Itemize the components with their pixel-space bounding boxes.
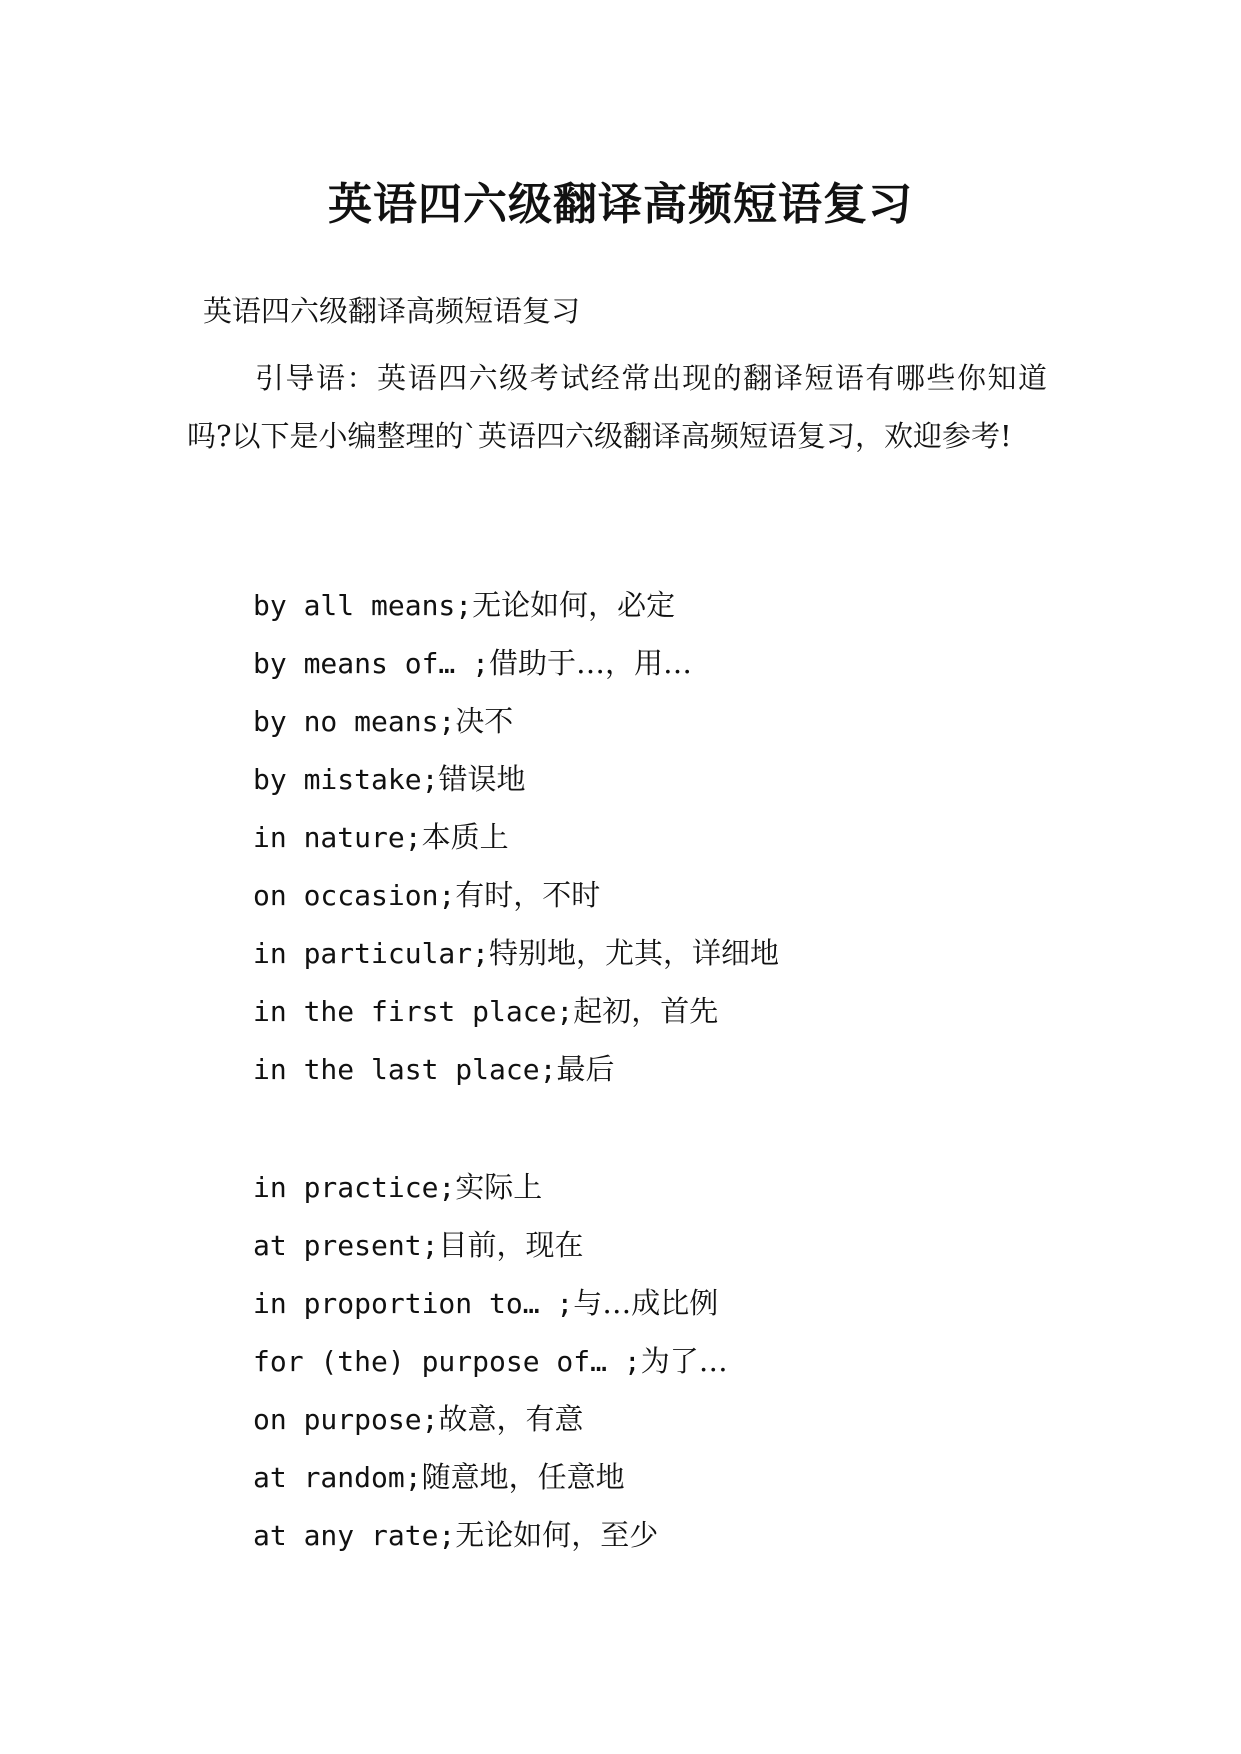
phrase-item	[253, 1332, 728, 1390]
phrase-english: in particular;	[253, 937, 490, 970]
phrase-english: in proportion to… ;	[253, 1287, 574, 1320]
phrase-chinese: 起初，首先	[573, 994, 719, 1028]
phrase-chinese: 目前，现在	[438, 1228, 584, 1262]
phrase-item	[253, 634, 779, 692]
phrase-chinese: 借助于…，用…	[489, 646, 693, 680]
phrase-item	[253, 1216, 728, 1274]
phrase-chinese: 错误地	[438, 762, 526, 796]
phrase-english: for (the) purpose of… ;	[253, 1345, 641, 1378]
intro-paragraph: 引导语：英语四六级考试经常出现的翻译短语有哪些你知道吗?以下是小编整理的`英语四六级翻译高频短语复习，欢迎参考!	[187, 361, 1047, 453]
phrase-chinese: 无论如何，至少	[455, 1518, 659, 1552]
phrase-english: in nature;	[253, 821, 422, 854]
phrase-english: at any rate;	[253, 1519, 456, 1552]
phrase-chinese: 与…成比例	[573, 1286, 719, 1320]
phrase-item	[253, 1274, 728, 1332]
phrase-chinese: 本质上	[421, 820, 509, 854]
phrase-chinese: 为了…	[640, 1344, 728, 1378]
phrase-chinese: 无论如何，必定	[472, 588, 676, 622]
phrase-item	[253, 576, 779, 634]
phrase-item	[253, 866, 779, 924]
phrase-chinese: 实际上	[455, 1170, 543, 1204]
phrase-chinese: 有时，不时	[455, 878, 601, 912]
phrase-english: on occasion;	[253, 879, 456, 912]
phrase-chinese: 决不	[455, 704, 514, 738]
phrase-item	[253, 1040, 779, 1098]
phrase-english: by mistake;	[253, 763, 439, 796]
phrase-item	[253, 1506, 728, 1564]
phrase-english: in the first place;	[253, 995, 574, 1028]
phrase-english: at present;	[253, 1229, 439, 1262]
phrase-item	[253, 1448, 728, 1506]
phrase-english: on purpose;	[253, 1403, 439, 1436]
document-subtitle: 英语四六级翻译高频短语复习	[203, 294, 581, 328]
phrase-english: by all means;	[253, 589, 473, 622]
phrase-item	[253, 1390, 728, 1448]
phrase-list	[253, 1158, 728, 1564]
phrase-item	[253, 1158, 728, 1216]
phrase-item	[253, 808, 779, 866]
phrase-item	[253, 750, 779, 808]
phrase-chinese: 随意地，任意地	[421, 1460, 625, 1494]
phrase-item	[253, 924, 779, 982]
phrase-item	[253, 692, 779, 750]
phrase-chinese: 最后	[556, 1052, 615, 1086]
document-title: 英语四六级翻译高频短语复习	[328, 179, 913, 231]
phrase-chinese: 特别地，尤其，详细地	[489, 936, 780, 970]
phrase-english: at random;	[253, 1461, 422, 1494]
phrase-english: by no means;	[253, 705, 456, 738]
phrase-item	[253, 982, 779, 1040]
phrase-english: in practice;	[253, 1171, 456, 1204]
phrase-list	[253, 576, 779, 1098]
phrase-chinese: 故意，有意	[438, 1402, 584, 1436]
phrase-english: by means of… ;	[253, 647, 490, 680]
phrase-english: in the last place;	[253, 1053, 557, 1086]
